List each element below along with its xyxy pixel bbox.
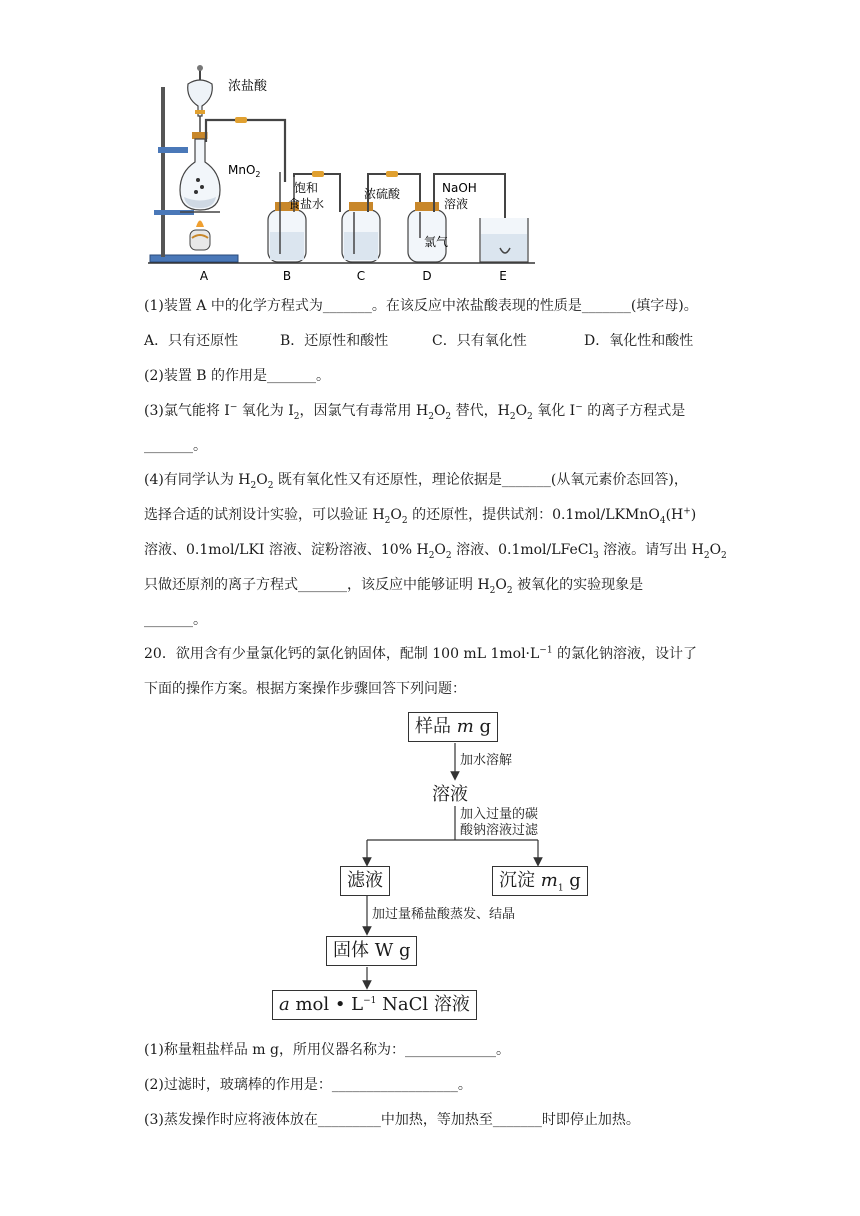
label-b-reagent-1: 饱和 (294, 181, 319, 195)
label-c-reagent: 浓硫酸 (364, 187, 401, 201)
q20-stem-line1: 20．欲用含有少量氯化钙的氯化钠固体，配制 100 mL $1mol\cdot L^{-1}$ 的氯化钠溶液，设计了 (144, 645, 698, 662)
box-filtrate: 滤液 (340, 866, 390, 896)
q19-part4-line3: 溶液、0.1mol/LKI 溶液、淀粉溶液、10% $H_2O_2$ 溶液、0.1mol/LFeCl$_3$ 溶液。请写出 $H_2O_2$ (144, 542, 727, 561)
label-mno2-sub: 2 (255, 170, 261, 179)
label-hcl: 浓盐酸 (228, 79, 268, 94)
box-sample: 样品 m g (408, 712, 498, 742)
svg-text:MnO2 (228, 163, 261, 179)
q19-part4-line2: 选择合适的试剂设计实验，可以验证 $H_2O_2$ 的还原性，提供试剂：0.1mol/LKMnO$_4$(H+) (144, 506, 697, 526)
box-solid: 固体 W g (326, 936, 417, 966)
label-d-gas: 氯气 (424, 235, 449, 249)
option-b: B．还原性和酸性 (280, 333, 389, 349)
box-final-solution: a mol • $L^{-1}$ NaCl 溶液 (272, 990, 477, 1020)
q20-part3: (3)蒸发操作时应将液体放在_________中加热，等加热至_______时即停止加热。 (144, 1112, 640, 1128)
letter-b: B (282, 269, 292, 282)
q19-part1: (1)装置 A 中的化学方程式为_______。在该反应中浓盐酸表现的性质是_______(填字母)。 (144, 298, 698, 314)
q19-part4-line5: _______。 (144, 612, 207, 628)
apparatus-diagram (140, 62, 540, 282)
option-d: D．氧化性和酸性 (584, 333, 694, 349)
q19-part4-line4: 只做还原剂的离子方程式_______，该反应中能够证明 $H_2O_2$ 被氧化的实验现象是 (144, 577, 644, 596)
option-a: A．只有还原性 (144, 333, 239, 349)
q19-part3-blank: _______。 (144, 438, 207, 454)
q19-part3: (3)氯气能将 I− 氧化为 $I_2$，因氯气有毒常用 $H_2O_2$ 替代，$H_2O_2$ 氧化 I− 的离子方程式是 (144, 402, 686, 422)
q19-part4-line1: (4)有同学认为 $H_2O_2$ 既有氧化性又有还原性，理论依据是_______(从氧元素价态回答)， (144, 472, 688, 491)
option-c: C．只有氧化性 (432, 333, 527, 349)
apparatus-figure (140, 62, 540, 282)
q20-part2: (2)过滤时，玻璃棒的作用是：__________________。 (144, 1077, 472, 1093)
node-solution: 溶液 (432, 784, 468, 805)
flowchart-connectors (270, 700, 600, 1030)
letter-c: C (356, 269, 366, 282)
step-carbonate-line1: 加入过量的碳 (460, 807, 539, 822)
box-precipitate: 沉淀 $m_1$ g (492, 866, 588, 896)
q19-part2: (2)装置 B 的作用是_______。 (144, 368, 331, 384)
label-mno2: MnO (228, 163, 256, 177)
step-hcl-evaporate: 加过量稀盐酸蒸发、结晶 (372, 907, 516, 922)
label-b-reagent-2: 食盐水 (288, 197, 325, 211)
letter-d: D (422, 269, 432, 282)
step-dissolve: 加水溶解 (460, 753, 513, 768)
letter-a: A (199, 269, 209, 282)
letter-e: E (499, 269, 507, 282)
label-e-reagent-2: 溶液 (444, 197, 469, 211)
label-e-reagent-1: NaOH (442, 181, 477, 195)
process-flowchart (270, 700, 600, 1030)
q20-part1: (1)称量粗盐样品 m g，所用仪器名称为：_____________。 (144, 1042, 510, 1058)
q20-stem-line2: 下面的操作方案。根据方案操作步骤回答下列问题： (144, 681, 466, 697)
step-carbonate-line2: 酸钠溶液过滤 (460, 823, 539, 838)
